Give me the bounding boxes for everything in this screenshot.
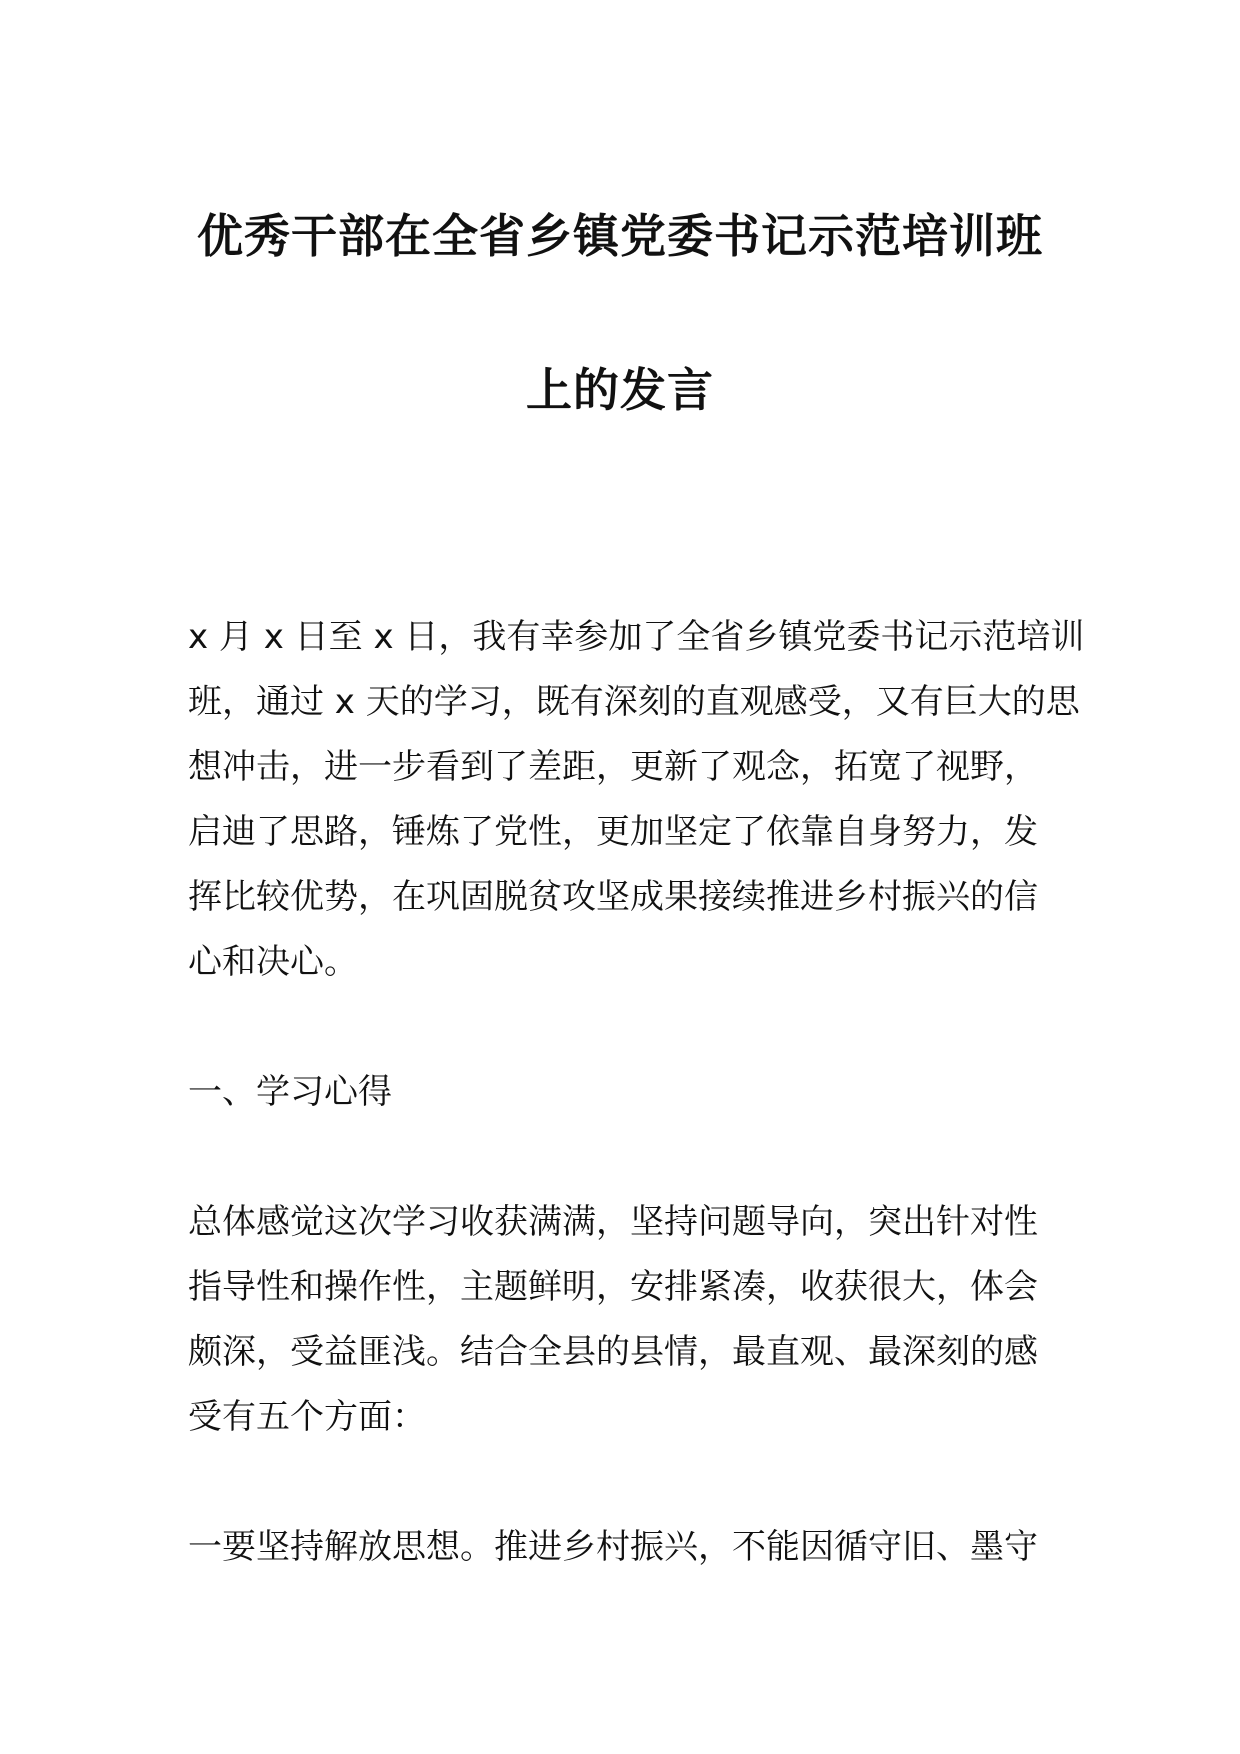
paragraph-1-line: 挥比较优势，在巩固脱贫攻坚成果接续推进乡村振兴的信 <box>188 877 1038 917</box>
paragraph-1-line: 启迪了思路，锤炼了党性，更加坚定了依靠自身努力，发 <box>188 812 1038 852</box>
paragraph-1-line: 心和决心。 <box>188 942 358 982</box>
paragraph-1-line: 想冲击，进一步看到了差距，更新了观念，拓宽了视野， <box>188 747 1038 787</box>
paragraph-2-line: 指导性和操作性，主题鲜明，安排紧凑，收获很大，体会 <box>188 1267 1038 1307</box>
paragraph-2-line: 总体感觉这次学习收获满满，坚持问题导向，突出针对性 <box>188 1202 1038 1242</box>
paragraph-2-line: 颇深，受益匪浅。结合全县的县情，最直观、最深刻的感 <box>188 1332 1038 1372</box>
document-title-line-2: 上的发言 <box>526 363 714 417</box>
paragraph-3-line: 一要坚持解放思想。推进乡村振兴，不能因循守旧、墨守 <box>188 1527 1038 1567</box>
section-heading: 一、学习心得 <box>188 1072 392 1112</box>
paragraph-2-line: 受有五个方面： <box>188 1397 426 1437</box>
document-title-line-1: 优秀干部在全省乡镇党委书记示范培训班 <box>197 209 1043 263</box>
paragraph-1-line: x 月 x 日至 x 日，我有幸参加了全省乡镇党委书记示范培训 <box>188 617 1085 657</box>
paragraph-1-line: 班，通过 x 天的学习，既有深刻的直观感受，又有巨大的思 <box>188 682 1080 722</box>
